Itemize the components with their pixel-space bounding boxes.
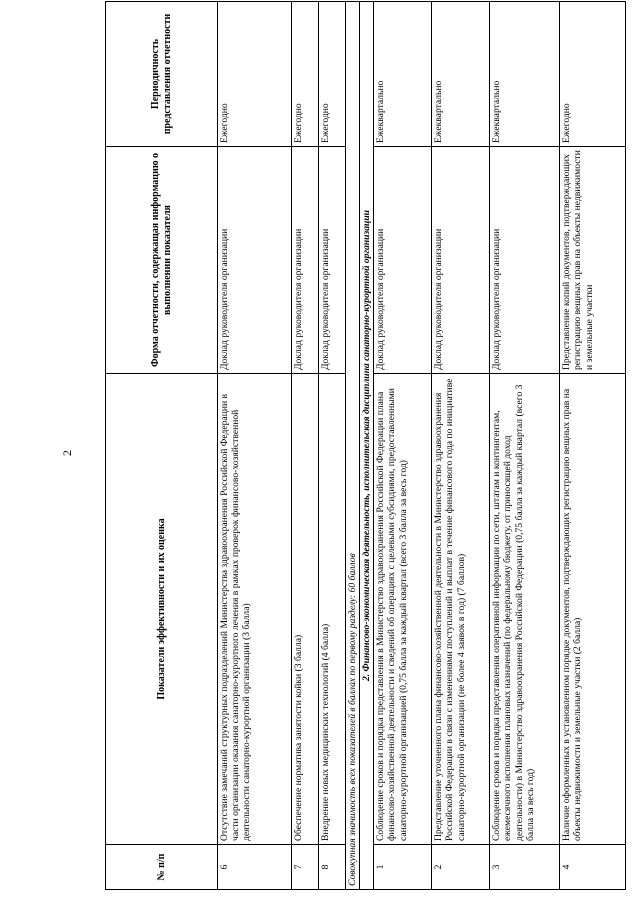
header-period: Периодичность представления отчетности (106, 2, 218, 147)
table-row (490, 2, 560, 890)
table-row (319, 2, 346, 890)
row-form: Доклад руководителя организации (292, 147, 319, 374)
row-indicator: Представление уточненного плана финансово-хозяйственной деятельности в Министерство здравоохранения Российской Федерации в связи с изменениями поступлений и выплат в течение финансового года по инициативе санаторно-курортной организации (не более 4 заявок в год) (7 баллов) (432, 374, 490, 845)
row-indicator: Обеспечение норматива занятости койки (3 балла) (292, 374, 319, 845)
header-form: Форма отчетности, содержащая информацию о выполнении показателя (106, 147, 218, 374)
row-period: Ежеквартально (432, 2, 490, 147)
row-num: 3 (490, 845, 560, 890)
row-period: Ежегодно (560, 2, 626, 147)
total-row (346, 2, 360, 890)
row-indicator: Внедрение новых медицинских технологий (4 балла) (319, 374, 346, 845)
row-form: Доклад руководителя организации (432, 147, 490, 374)
table-header-row (106, 2, 218, 890)
table-row (432, 2, 490, 890)
indicators-table (105, 1, 626, 890)
row-num: 6 (218, 845, 292, 890)
indicators-table-wrapper (105, 13, 595, 890)
row-num: 2 (432, 845, 490, 890)
row-indicator: Соблюдение сроков и порядка представления в Министерство здравоохранения Российской Федерации плана финансово-хозяйственной деятельности и сведений об операциях с целевыми субсидиями, предоставленными санаторно-курортной организацией (0,75 балла за каждый квартал (всего 3 балла за весь год) (374, 374, 432, 845)
row-form: Доклад руководителя организации (490, 147, 560, 374)
table-row (292, 2, 319, 890)
row-num: 8 (319, 845, 346, 890)
row-indicator: Соблюдение сроков и порядка представления оперативной информации по сети, штатам и контингентам, ежемесячного исполнения плановых назначений (по федеральному бюджету, от приносящей доход деятельности) в Министерство здравоохранения Российской Федерации (0,75 балла за каждый квартал (всего 3 балла за весь год) (490, 374, 560, 845)
header-indicator: Показатели эффективности и их оценка (106, 374, 218, 845)
row-period: Ежеквартально (490, 2, 560, 147)
row-form: Доклад руководителя организации (319, 147, 346, 374)
header-num: № п/п (106, 845, 218, 890)
row-form: Доклад руководителя организации (218, 147, 292, 374)
table-row (560, 2, 626, 890)
total-score-text: Совокупная значимость всех показателей в баллах по первому разделу: 60 баллов (346, 2, 360, 890)
row-form: Представление копий документов, подтверждающих регистрацию вещных прав на объекты недвижимости и земельные участки (560, 147, 626, 374)
page-number: 2 (60, 450, 74, 456)
row-period: Ежегодно (319, 2, 346, 147)
section-title-row (360, 2, 374, 890)
row-indicator: Отсутствие замечаний структурных подразделений Министерства здравоохранения Российской Федерации в части организации оказания санаторно-курортного лечения в рамках проверок финансово-хозяйственной деятельности санаторно-курортной организации (3 балла) (218, 374, 292, 845)
row-num: 4 (560, 845, 626, 890)
table-row (374, 2, 432, 890)
section-title: 2. Финансово-экономическая деятельность, исполнительская дисциплина санаторно-курортной организации (360, 2, 374, 890)
row-num: 7 (292, 845, 319, 890)
row-period: Ежегодно (292, 2, 319, 147)
row-period: Ежеквартально (374, 2, 432, 147)
row-indicator: Наличие оформленных в установленном порядке документов, подтверждающих регистрацию вещных прав на объекты недвижимости и земельные участки (2 балла) (560, 374, 626, 845)
row-num: 1 (374, 845, 432, 890)
row-period: Ежегодно (218, 2, 292, 147)
table-row (218, 2, 292, 890)
row-form: Доклад руководителя организации (374, 147, 432, 374)
